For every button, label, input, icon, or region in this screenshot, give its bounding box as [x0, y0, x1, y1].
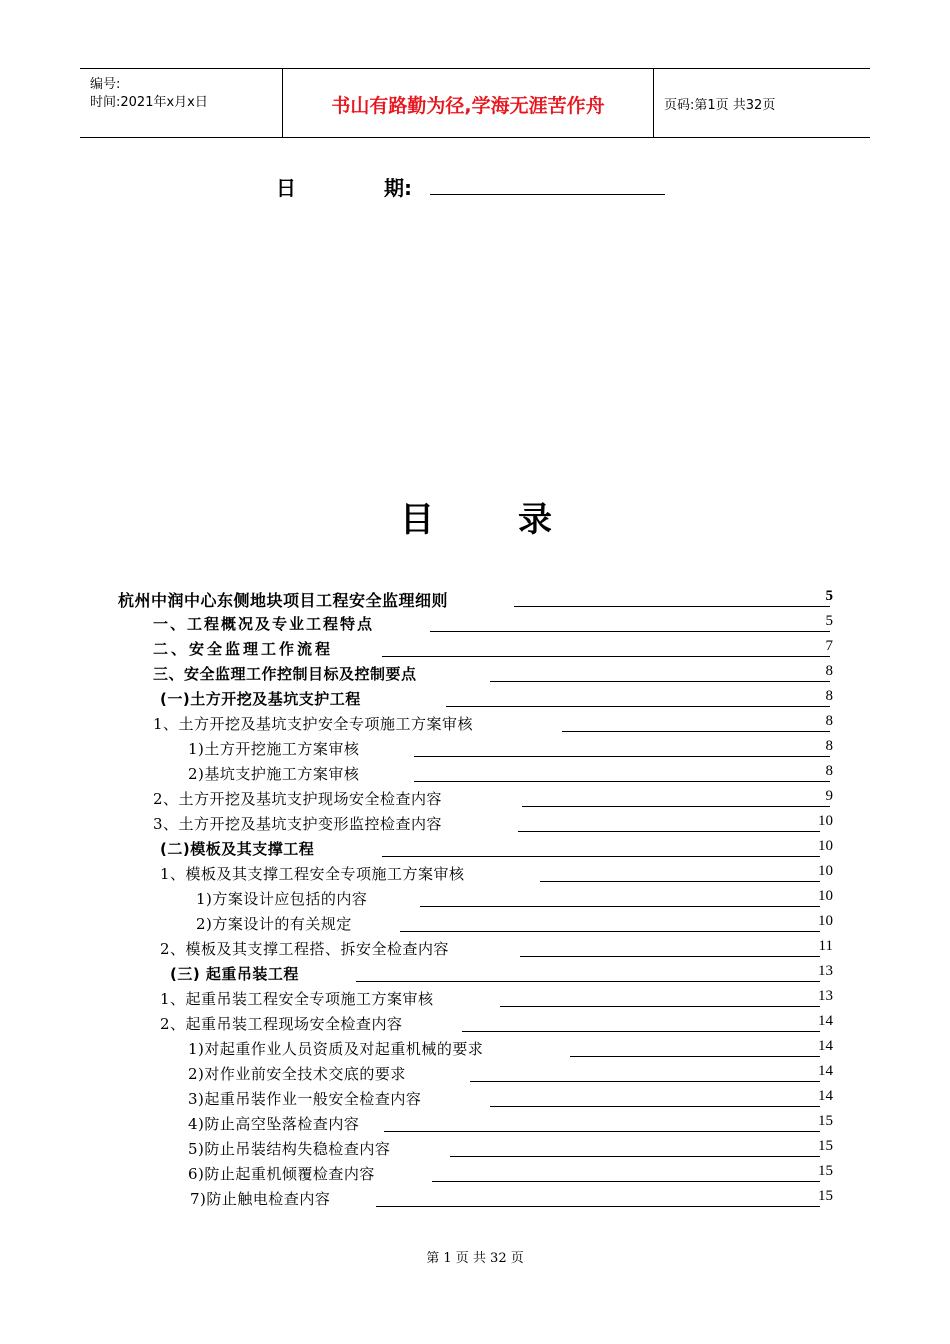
toc-entry[interactable] — [0, 663, 950, 688]
toc-leader-line — [382, 656, 830, 657]
toc-entry-page: 9 — [825, 788, 833, 804]
toc-leader-line — [520, 956, 820, 957]
toc-leader-line — [522, 806, 830, 807]
page-footer: 第 1 页 共 32 页 — [426, 1251, 524, 1266]
toc-entry-page: 10 — [818, 863, 833, 879]
toc-entry-text: 1、起重吊装工程安全专项施工方案审核 — [160, 990, 434, 1008]
toc-entry-text: 三、安全监理工作控制目标及控制要点 — [153, 665, 417, 683]
toc-entry-page: 8 — [825, 663, 833, 679]
toc-entry-page: 10 — [818, 888, 833, 904]
toc-entry[interactable] — [0, 763, 950, 788]
toc-entry-page: 5 — [825, 588, 833, 604]
toc-leader-line — [518, 831, 820, 832]
toc-entry-page: 13 — [818, 963, 833, 979]
header-page-cell — [654, 69, 870, 137]
toc-entry-page: 8 — [825, 763, 833, 779]
toc-leader-line — [450, 1156, 820, 1157]
toc-entry[interactable] — [0, 738, 950, 763]
toc-entry-page: 8 — [825, 713, 833, 729]
toc-entry[interactable] — [0, 638, 950, 663]
toc-leader-line — [356, 981, 820, 982]
toc-entry[interactable] — [0, 688, 950, 713]
toc-leader-line — [420, 906, 820, 907]
date-label-period: 期: — [384, 176, 412, 200]
toc-leader-line — [400, 931, 820, 932]
toc-entry[interactable] — [0, 913, 950, 938]
document-number-label: 编号: — [90, 77, 121, 92]
toc-title-char-1: 目 — [400, 500, 434, 540]
toc-entry[interactable] — [0, 813, 950, 838]
toc-entry[interactable] — [0, 938, 950, 963]
toc-entry-text: 2、起重吊装工程现场安全检查内容 — [160, 1015, 403, 1033]
toc-entry-text: 一、工程概况及专业工程特点 — [153, 615, 375, 633]
toc-entry[interactable] — [0, 788, 950, 813]
toc-entry[interactable] — [0, 588, 950, 613]
toc-leader-line — [376, 1206, 820, 1207]
toc-entry-page: 10 — [818, 813, 833, 829]
toc-entry-text: 3)起重吊装作业一般安全检查内容 — [188, 1090, 422, 1108]
toc-entry-text: 6)防止起重机倾覆检查内容 — [188, 1165, 375, 1183]
toc-entry-text: 1)对起重作业人员资质及对起重机械的要求 — [188, 1040, 484, 1058]
document-time-label: 时间:2021年x月x日 — [90, 95, 208, 110]
toc-entry-page: 13 — [818, 988, 833, 1004]
toc-entry-page: 15 — [818, 1188, 833, 1204]
date-blank-underline — [430, 194, 665, 195]
toc-entry-page: 15 — [818, 1163, 833, 1179]
toc-leader-line — [432, 1181, 820, 1182]
toc-entry-page: 10 — [818, 913, 833, 929]
toc-leader-line — [514, 606, 830, 607]
toc-entry-text: (三) 起重吊装工程 — [170, 965, 299, 983]
toc-entry[interactable] — [0, 1138, 950, 1163]
toc-entry-page: 11 — [818, 938, 833, 954]
toc-leader-line — [382, 856, 820, 857]
toc-entry[interactable] — [0, 863, 950, 888]
toc-leader-line — [430, 631, 830, 632]
toc-entry[interactable] — [0, 1038, 950, 1063]
toc-entry-page: 15 — [818, 1138, 833, 1154]
toc-entry-page: 8 — [825, 688, 833, 704]
toc-leader-line — [570, 1056, 820, 1057]
toc-entry-text: (一)土方开挖及基坑支护工程 — [160, 690, 361, 708]
header-page-info: 页码:第1页 共32页 — [664, 98, 776, 113]
toc-entry-page: 14 — [818, 1013, 833, 1029]
date-label-day: 日 — [276, 176, 296, 200]
toc-leader-line — [384, 1131, 820, 1132]
toc-leader-line — [562, 731, 830, 732]
toc-entry[interactable] — [0, 963, 950, 988]
toc-leader-line — [540, 881, 820, 882]
toc-entry[interactable] — [0, 1013, 950, 1038]
toc-entry-text: 2、模板及其支撑工程搭、拆安全检查内容 — [160, 940, 450, 958]
toc-entry-text: (二)模板及其支撑工程 — [160, 840, 315, 858]
toc-entry-text: 7)防止触电检查内容 — [190, 1190, 331, 1208]
page-header — [80, 68, 870, 138]
toc-entry-page: 7 — [825, 638, 833, 654]
toc-entry-page: 14 — [818, 1038, 833, 1054]
toc-entry[interactable] — [0, 1163, 950, 1188]
toc-entry-page: 14 — [818, 1063, 833, 1079]
toc-entry-text: 2)基坑支护施工方案审核 — [188, 765, 360, 783]
toc-entry[interactable] — [0, 1088, 950, 1113]
toc-entry-page: 15 — [818, 1113, 833, 1129]
toc-entry-page: 5 — [825, 613, 833, 629]
header-motto-cell — [283, 69, 654, 137]
toc-entry-text: 1)方案设计应包括的内容 — [196, 890, 368, 908]
toc-entry-text: 2、土方开挖及基坑支护现场安全检查内容 — [153, 790, 443, 808]
toc-entry[interactable] — [0, 1063, 950, 1088]
toc-entry-text: 2)方案设计的有关规定 — [196, 915, 352, 933]
toc-entry-text: 1、模板及其支撑工程安全专项施工方案审核 — [160, 865, 465, 883]
header-motto: 书山有路勤为径,学海无涯苦作舟 — [331, 95, 605, 117]
toc-leader-line — [500, 1006, 820, 1007]
toc-entry-text: 1)土方开挖施工方案审核 — [188, 740, 360, 758]
toc-leader-line — [462, 1031, 820, 1032]
toc-entry[interactable] — [0, 988, 950, 1013]
toc-leader-line — [470, 1081, 820, 1082]
toc-leader-line — [490, 681, 830, 682]
toc-entry[interactable] — [0, 1188, 950, 1213]
toc-entry[interactable] — [0, 1113, 950, 1138]
toc-entry[interactable] — [0, 838, 950, 863]
toc-entry-page: 10 — [818, 838, 833, 854]
toc-entry-page: 14 — [818, 1088, 833, 1104]
toc-entry-text: 3、土方开挖及基坑支护变形监控检查内容 — [153, 815, 443, 833]
toc-entry-text: 4)防止高空坠落检查内容 — [188, 1115, 360, 1133]
toc-leader-line — [414, 756, 830, 757]
toc-leader-line — [414, 781, 830, 782]
toc-title-char-2: 录 — [518, 500, 552, 540]
toc-entry-text: 5)防止吊装结构失稳检查内容 — [188, 1140, 391, 1158]
header-meta-cell — [80, 69, 283, 137]
toc-entry-text: 2)对作业前安全技术交底的要求 — [188, 1065, 406, 1083]
toc-entry[interactable] — [0, 888, 950, 913]
toc-entry[interactable] — [0, 713, 950, 738]
toc-leader-line — [446, 706, 830, 707]
toc-entry-page: 8 — [825, 738, 833, 754]
toc-entry-text: 杭州中润中心东侧地块项目工程安全监理细则 — [118, 591, 449, 610]
toc-leader-line — [490, 1106, 820, 1107]
toc-title — [0, 492, 950, 540]
toc-entry-text: 二、安全监理工作流程 — [153, 640, 334, 658]
toc-entry-text: 1、土方开挖及基坑支护安全专项施工方案审核 — [153, 715, 474, 733]
toc-entry[interactable] — [0, 613, 950, 638]
